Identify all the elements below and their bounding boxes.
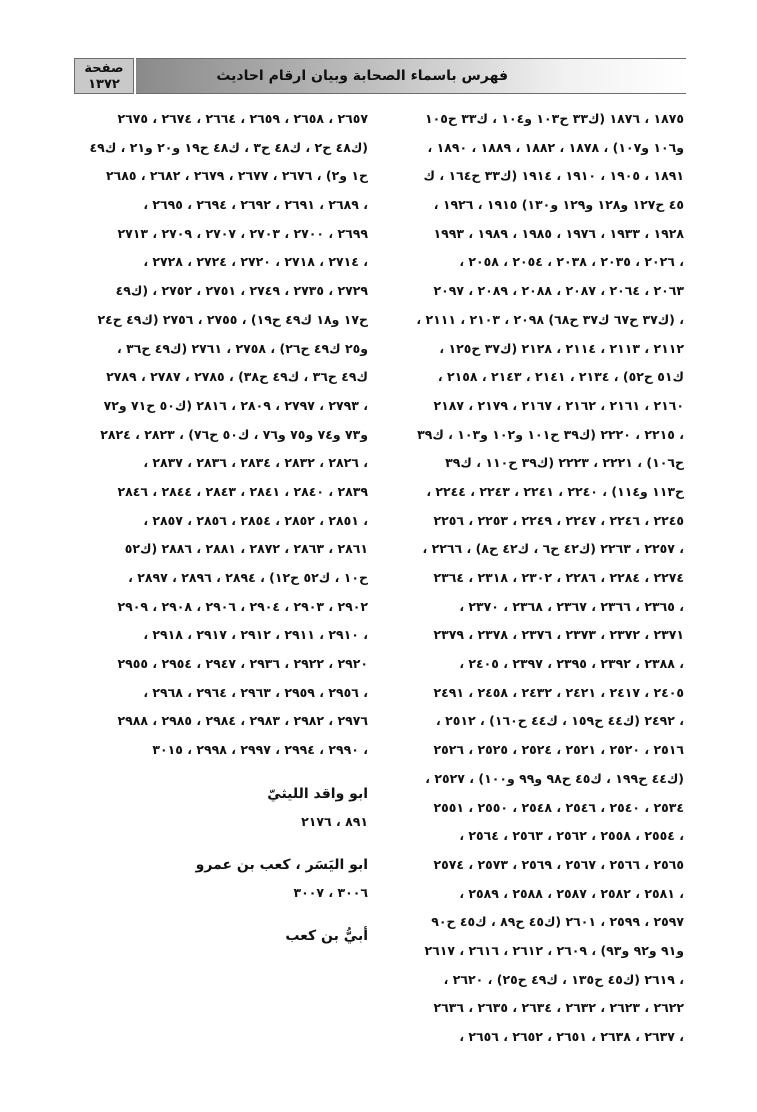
index-line: ح١٧ و١٨ ك٤٩ ح١٩) ، ٢٧٥٥ ، ٢٧٥٦ (ك٤٩ ح٢٤: [97, 311, 368, 327]
companion-name: أبيُّ بن كعب: [285, 927, 368, 944]
index-line: و١٠٦ و١٠٧) ، ١٨٧٨ ، ١٨٨٢ ، ١٨٨٩ ، ١٨٩٠ ،: [427, 139, 684, 155]
index-line: ٢٧٢٩ ، ٢٧٣٥ ، ٢٧٤٩ ، ٢٧٥١ ، ٢٧٥٢ ، (ك٤٩: [115, 283, 368, 299]
index-line: و٢٥ ك٤٩ ح٢٦) ، ٢٧٥٨ ، ٢٧٦١ (ك٤٩ ح٣٦ ،: [117, 340, 368, 356]
index-line: ، ٢٤٩٢ (ك٤٤ ح١٥٩ ، ك٤٤ ح١٦٠) ، ٢٥١٢ ،: [436, 713, 684, 729]
index-line: ٢٦٥٧ ، ٢٦٥٨ ، ٢٦٥٩ ، ٢٦٦٤ ، ٢٦٧٤ ، ٢٦٧٥: [117, 111, 368, 126]
index-line: ، ٢٠٢٦ ، ٢٠٣٥ ، ٢٠٣٨ ، ٢٠٥٤ ، ٢٠٥٨ ،: [459, 254, 684, 270]
index-line: ٢٩٧٦ ، ٢٩٨٢ ، ٢٩٨٣ ، ٢٩٨٤ ، ٢٩٨٥ ، ٢٩٨٨: [117, 713, 368, 729]
index-line: ، ٢٥٨١ ، ٢٥٨٢ ، ٢٥٨٧ ، ٢٥٨٨ ، ٢٥٨٩ ،: [459, 885, 684, 901]
hadith-refs: ٣٠٠٦ ، ٣٠٠٧: [293, 884, 368, 900]
index-line: (ك٤٨ ح٢ ، ك٤٨ ح٣ ، ك٤٨ ح١٩ و٢٠ و٢١ ، ك٤٩: [89, 139, 368, 155]
index-line: و٧٣ و٧٤ و٧٥ و٧٦ ، ك٥٠ ح٧٦) ، ٢٨٢٣ ، ٢٨٢٤: [100, 426, 368, 442]
index-line: ١٨٧٥ ، ١٨٧٦ (ك٣٣ ح١٠٣ و١٠٤ ، ك٣٣ ح١٠٥: [424, 111, 684, 126]
index-line: ح١١٣ و١١٤) ، ٢٢٤٠ ، ٢٢٤١ ، ٢٢٤٣ ، ٢٢٤٤ ،: [426, 483, 684, 499]
index-line: ح١٠٦) ، ٢٢٢١ ، ٢٢٢٣ (ك٣٩ ح١١٠ ، ك٣٩: [445, 455, 684, 471]
index-line: ، (ك٣٧ ح٦٧ ك٣٧ ح٦٨) ٢٠٩٨ ، ٢١٠٣ ، ٢١١١ ،: [416, 311, 684, 327]
index-line: ٢٩٠٢ ، ٢٩٠٣ ، ٢٩٠٤ ، ٢٩٠٦ ، ٢٩٠٨ ، ٢٩٠٩: [117, 598, 368, 614]
index-line: ٢٩٢٠ ، ٢٩٢٢ ، ٢٩٣٦ ، ٢٩٤٧ ، ٢٩٥٤ ، ٢٩٥٥: [117, 656, 368, 672]
index-line: ، ٢٧٩٣ ، ٢٧٩٧ ، ٢٨٠٩ ، ٢٨١٦ (ك٥٠ ح٧١ و٧٢: [103, 397, 368, 413]
index-line: ٢٥١٦ ، ٢٥٢٠ ، ٢٥٢١ ، ٢٥٢٤ ، ٢٥٢٥ ، ٢٥٢٦: [433, 742, 684, 758]
index-line: ، ٢٨٢٦ ، ٢٨٣٢ ، ٢٨٣٤ ، ٢٨٣٦ ، ٢٨٣٧ ،: [143, 455, 368, 471]
index-line: ٢٤٠٥ ، ٢٤١٧ ، ٢٤٢١ ، ٢٤٣٢ ، ٢٤٥٨ ، ٢٤٩١: [433, 684, 684, 700]
index-line: ، ٢٧١٤ ، ٢٧١٨ ، ٢٧٢٠ ، ٢٧٢٤ ، ٢٧٢٨ ،: [143, 254, 368, 270]
index-line: (ك٤٤ ح١٩٩ ، ك٤٥ ح٩٨ و٩٩ و١٠٠) ، ٢٥٢٧ ،: [425, 770, 684, 786]
page-label: صفحة: [84, 61, 124, 76]
index-line: ح١ و٢) ، ٢٦٧٦ ، ٢٦٧٧ ، ٢٦٧٩ ، ٢٦٨٢ ، ٢٦٨٥: [105, 168, 368, 184]
index-line: ، ٢٢٥٧ ، ٢٢٦٣ (ك٤٢ ح٦ ، ك٤٢ ح٨) ، ٢٢٦٦ ،: [422, 541, 684, 557]
index-line: ٤٥ ح١٢٧ و١٢٨ و١٢٩ و١٣٠) ١٩١٥ ، ١٩٢٦ ،: [433, 197, 684, 213]
companion-name: ابو واقد الليثيّ: [267, 785, 368, 802]
header-title-bar: [136, 58, 686, 94]
index-line: ٢١١٢ ، ٢١١٣ ، ٢١١٤ ، ٢١٢٨ (ك٣٧ ح١٢٥ ،: [439, 340, 684, 356]
index-line: ٢٦٩٩ ، ٢٧٠٠ ، ٢٧٠٣ ، ٢٧٠٧ ، ٢٧٠٩ ، ٢٧١٣: [117, 225, 368, 241]
page-number: ١٣٧٢: [88, 77, 120, 92]
index-line: ، ٢٩٥٦ ، ٢٩٥٩ ، ٢٩٦٣ ، ٢٩٦٤ ، ٢٩٦٨ ،: [143, 684, 368, 700]
right-column: [392, 105, 684, 1052]
index-line: ، ٢٦٣٧ ، ٢٦٣٨ ، ٢٦٥١ ، ٢٦٥٢ ، ٢٦٥٦ ،: [459, 1029, 684, 1044]
index-line: ٢١٦٠ ، ٢١٦١ ، ٢١٦٢ ، ٢١٦٧ ، ٢١٧٩ ، ٢١٨٧: [433, 397, 684, 413]
index-line: ٢٥٩٧ ، ٢٥٩٩ ، ٢٦٠١ (ك٤٥ ح٨٩ ، ك٤٥ ح٩٠: [431, 914, 684, 930]
index-line: ، ٢٦١٩ (ك٤٥ ح١٣٥ ، ك٤٩ ح٢٥) ، ٢٦٢٠ ،: [443, 971, 684, 987]
index-line: ٢٠٦٣ ، ٢٠٦٤ ، ٢٠٨٧ ، ٢٠٨٨ ، ٢٠٨٩ ، ٢٠٩٧: [433, 283, 684, 299]
index-line: ٢٨٣٩ ، ٢٨٤٠ ، ٢٨٤١ ، ٢٨٤٣ ، ٢٨٤٤ ، ٢٨٤٦: [117, 483, 368, 499]
index-line: و٩١ و٩٢ و٩٣) ، ٢٦٠٩ ، ٢٦١٢ ، ٢٦١٦ ، ٢٦١٧: [424, 942, 684, 958]
index-line: ٢٥٦٥ ، ٢٥٦٦ ، ٢٥٦٧ ، ٢٥٦٩ ، ٢٥٧٣ ، ٢٥٧٤: [433, 856, 684, 872]
header-title: فهرس باسماء الصحابة وبيان ارقام احاديث: [216, 68, 508, 84]
index-line: ١٩٢٨ ، ١٩٣٣ ، ١٩٧٦ ، ١٩٨٥ ، ١٩٨٩ ، ١٩٩٣: [433, 225, 684, 241]
index-line: ك٥١ ح٥٢) ، ٢١٣٤ ، ٢١٤١ ، ٢١٤٣ ، ٢١٥٨ ،: [437, 369, 684, 385]
index-line: ، ٢٩١٠ ، ٢٩١١ ، ٢٩١٢ ، ٢٩١٧ ، ٢٩١٨ ،: [143, 627, 368, 643]
index-line: ٢٣٧١ ، ٢٣٧٢ ، ٢٣٧٣ ، ٢٣٧٦ ، ٢٣٧٨ ، ٢٣٧٩: [433, 627, 684, 643]
page-header: [74, 58, 686, 94]
hadith-refs: ٨٩١ ، ٢١٧٦: [301, 813, 368, 829]
index-line: ١٨٩١ ، ١٩٠٥ ، ١٩١٠ ، ١٩١٤ (ك٣٣ ح١٦٤ ، ك: [423, 168, 684, 184]
companion-name: ابو اليَسَر ، كعب بن عمرو: [195, 856, 368, 873]
page-number-box: [74, 58, 134, 94]
index-line: ك٤٩ ح٣٦ ، ك٤٩ ح٣٨) ، ٢٧٨٥ ، ٢٧٨٧ ، ٢٧٨٩: [106, 369, 368, 385]
index-line: ٢٨٦١ ، ٢٨٦٣ ، ٢٨٧٢ ، ٢٨٨١ ، ٢٨٨٦ (ك٥٢: [124, 541, 368, 557]
index-line: ح١٠ ، ك٥٢ ح١٢) ، ٢٨٩٤ ، ٢٨٩٦ ، ٢٨٩٧ ،: [128, 570, 368, 585]
index-line: ، ٢٢١٥ ، ٢٢٢٠ (ك٣٩ ح١٠١ و١٠٢ و١٠٣ ، ك٣٩: [417, 426, 684, 442]
index-line: ، ٢٨٥١ ، ٢٨٥٢ ، ٢٨٥٤ ، ٢٨٥٦ ، ٢٨٥٧ ،: [143, 512, 368, 528]
index-line: ٢٦٢٢ ، ٢٦٢٣ ، ٢٦٣٢ ، ٢٦٣٤ ، ٢٦٣٥ ، ٢٦٣٦: [433, 1000, 684, 1016]
index-line: ، ٢٣٦٥ ، ٢٣٦٦ ، ٢٣٦٧ ، ٢٣٦٨ ، ٢٣٧٠ ،: [459, 598, 684, 614]
index-line: ٢٢٤٥ ، ٢٢٤٦ ، ٢٢٤٧ ، ٢٢٤٩ ، ٢٢٥٣ ، ٢٢٥٦: [433, 512, 684, 528]
index-line: ، ٢٩٩٠ ، ٢٩٩٤ ، ٢٩٩٧ ، ٢٩٩٨ ، ٣٠١٥: [152, 742, 368, 758]
index-line: ، ٢٦٨٩ ، ٢٦٩١ ، ٢٦٩٢ ، ٢٦٩٤ ، ٢٦٩٥ ،: [143, 197, 368, 213]
index-line: ، ٢٥٥٤ ، ٢٥٥٨ ، ٢٥٦٢ ، ٢٥٦٣ ، ٢٥٦٤ ،: [459, 828, 684, 844]
left-column: [74, 105, 368, 950]
index-line: ٢٥٣٤ ، ٢٥٤٠ ، ٢٥٤٦ ، ٢٥٤٨ ، ٢٥٥٠ ، ٢٥٥١: [433, 799, 684, 815]
index-line: ، ٢٣٨٨ ، ٢٣٩٢ ، ٢٣٩٥ ، ٢٣٩٧ ، ٢٤٠٥ ،: [459, 656, 684, 672]
index-line: ٢٢٧٤ ، ٢٢٨٤ ، ٢٢٨٦ ، ٢٣٠٢ ، ٢٣١٨ ، ٢٣٦٤: [433, 570, 684, 585]
